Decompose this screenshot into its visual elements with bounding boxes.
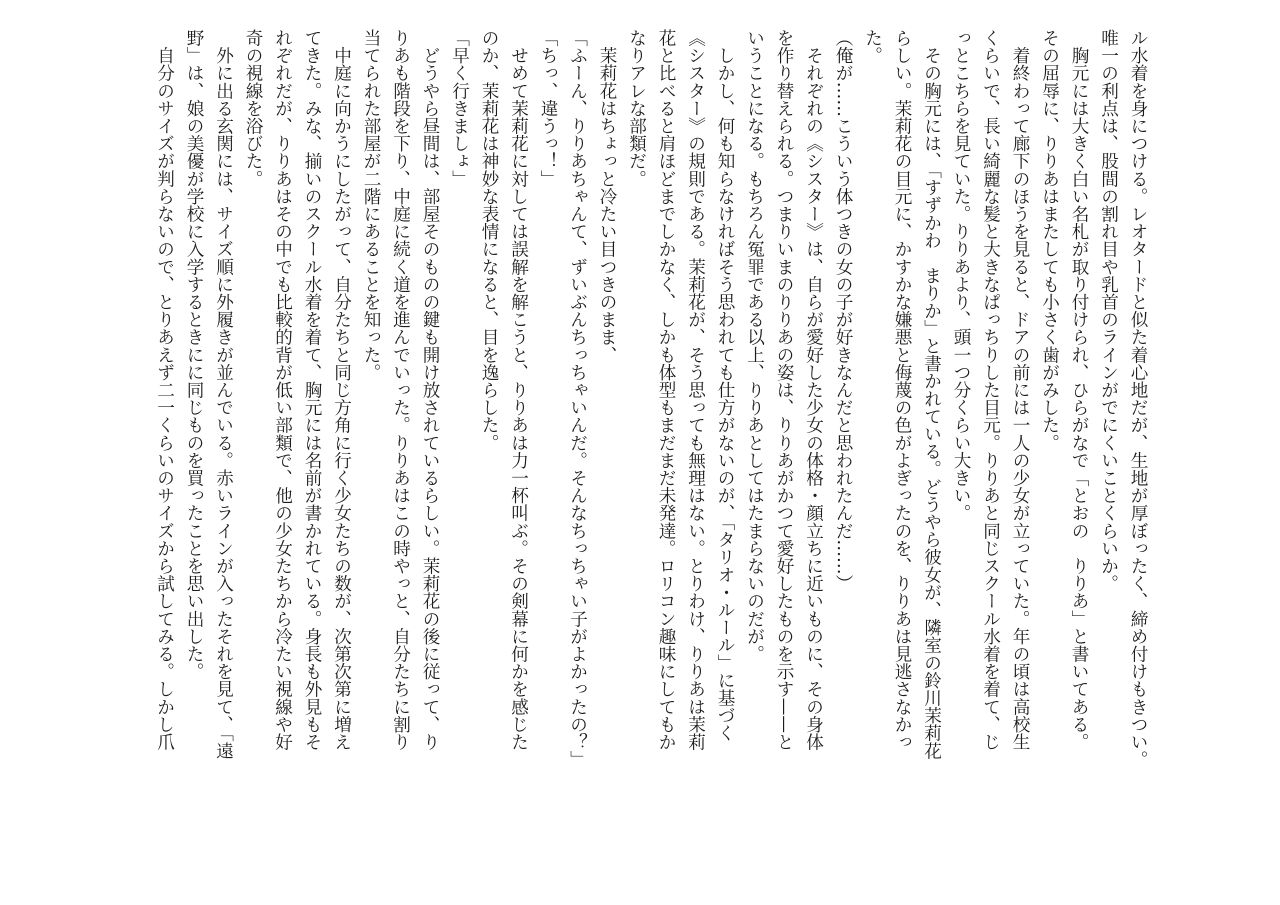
text-column: 唯一の利点は、股間の割れ目や乳首のラインがでにくいことくらいか。 [1098, 29, 1119, 593]
text-column: なりアレな部類だ。 [626, 29, 647, 188]
text-column: 外に出る玄関には、サイズ順に外履きが並んでいる。赤いラインが入ったそれを見て、「遠 [213, 29, 234, 760]
text-column: 花と比べると肩ほどまでしかなく、しかも体型もまだまだ未発達。ロリコン趣味にしてもか [656, 29, 676, 751]
text-column: どうやら昼間は、部屋そのものの鍵も開け放されているらしい。茉莉花の後に従って、り [420, 29, 440, 751]
text-column: 「ちっ、違うっ！」 [538, 29, 558, 188]
text-column: しかし、何も知らなければそう思われても仕方がないのが、「タリオ・ルール」に基づく [715, 29, 735, 742]
text-column: 野」は、娘の美優が学校に入学するときにに同じものを買ったことを思い出した。 [184, 29, 204, 681]
text-column: れぞれだが、りりあはその中でも比較的背が低い部類で、他の少女たちから冷たい視線や好 [272, 29, 293, 751]
text-column: らしい。茉莉花の目元に、かすかな嫌悪と侮蔑の色がよぎったのを、りりあは見逃さなかっ [892, 29, 912, 751]
text-column: それぞれの《シスター》は、自らが愛好した少女の体格・顔立ちに近いものに、その身体 [803, 29, 824, 751]
text-column: 胸元には大きく白い名札が取り付けられ、ひらがなで「とおの りりあ」と書いてある。 [1069, 29, 1089, 751]
text-column: 当てられた部屋が二階にあることを知った。 [361, 29, 381, 381]
text-column: た。 [862, 29, 883, 65]
vertical-text-body [149, 29, 1152, 829]
text-column: その屈辱に、りりあはまたしても小さく歯がみした。 [1039, 29, 1060, 452]
text-column: 茉莉花はちょっと冷たい目つきのまま、 [597, 29, 617, 364]
text-column: てきた。みな、揃いのスクール水着を着て、胸元には名前が書かれている。身長も外見もそ [302, 29, 322, 751]
text-column: を作り替えられる。つまりいまのりりあの姿は、りりあがかつて愛好したものを示す——と [774, 29, 794, 751]
text-column: りあも階段を下り、中庭に続く道を進んでいった。りりあはこの時やっと、自分たちに割り [390, 29, 411, 751]
text-column: 中庭に向かうにしたがって、自分たちと同じ方角に行く少女たちの数が、次第次第に増え [331, 29, 352, 751]
text-column: 「早く行きましょ」 [449, 29, 470, 188]
text-column: 着終わって廊下のほうを見ると、ドアの前には一人の少女が立っていた。年の頃は高校生 [1010, 29, 1030, 751]
text-column: のか、茉莉花は神妙な表情になると、目を逸らした。 [479, 29, 499, 452]
text-column: 《シスター》の規則である。茉莉花が、そう思っても無理はない。とりわけ、りりあは茉莉 [685, 29, 706, 751]
text-column: っとこちらを見ていた。りりあより、頭一つ分くらい大きい。 [951, 29, 971, 522]
text-column: ル水着を身につける。レオタードと似た着心地だが、生地が厚ぼったく、締め付けもきつい。 [1128, 29, 1148, 769]
text-column: せめて茉莉花に対しては誤解を解こうと、りりあは力一杯叫ぶ。その剣幕に何かを感じた [508, 29, 529, 751]
text-column: いうことになる。もちろん冤罪である以上、りりあとしてはたまらないのだが。 [744, 29, 765, 663]
text-column: 自分のサイズが判らないので、とりあえず二一くらいのサイズから試してみる。しかし爪 [154, 29, 175, 751]
text-column: その胸元には、「すずかわ まりか」と書かれている。どうやら彼女が、隣室の鈴川茉莉花 [921, 29, 942, 760]
text-column: くらいで、長い綺麗な髪と大きなぱっちりした目元。りりあと同じスクール水着を着て、じ [980, 29, 1001, 751]
text-column: 奇の視線を浴びた。 [243, 29, 263, 188]
text-column: （俺が……こういう体つきの女の子が好きなんだと思われたんだ……） [833, 29, 853, 593]
text-column: 「ふーん、りりあちゃんて、ずいぶんちっちゃいんだ。そんなちっちゃい子がよかったの？」 [567, 29, 588, 769]
